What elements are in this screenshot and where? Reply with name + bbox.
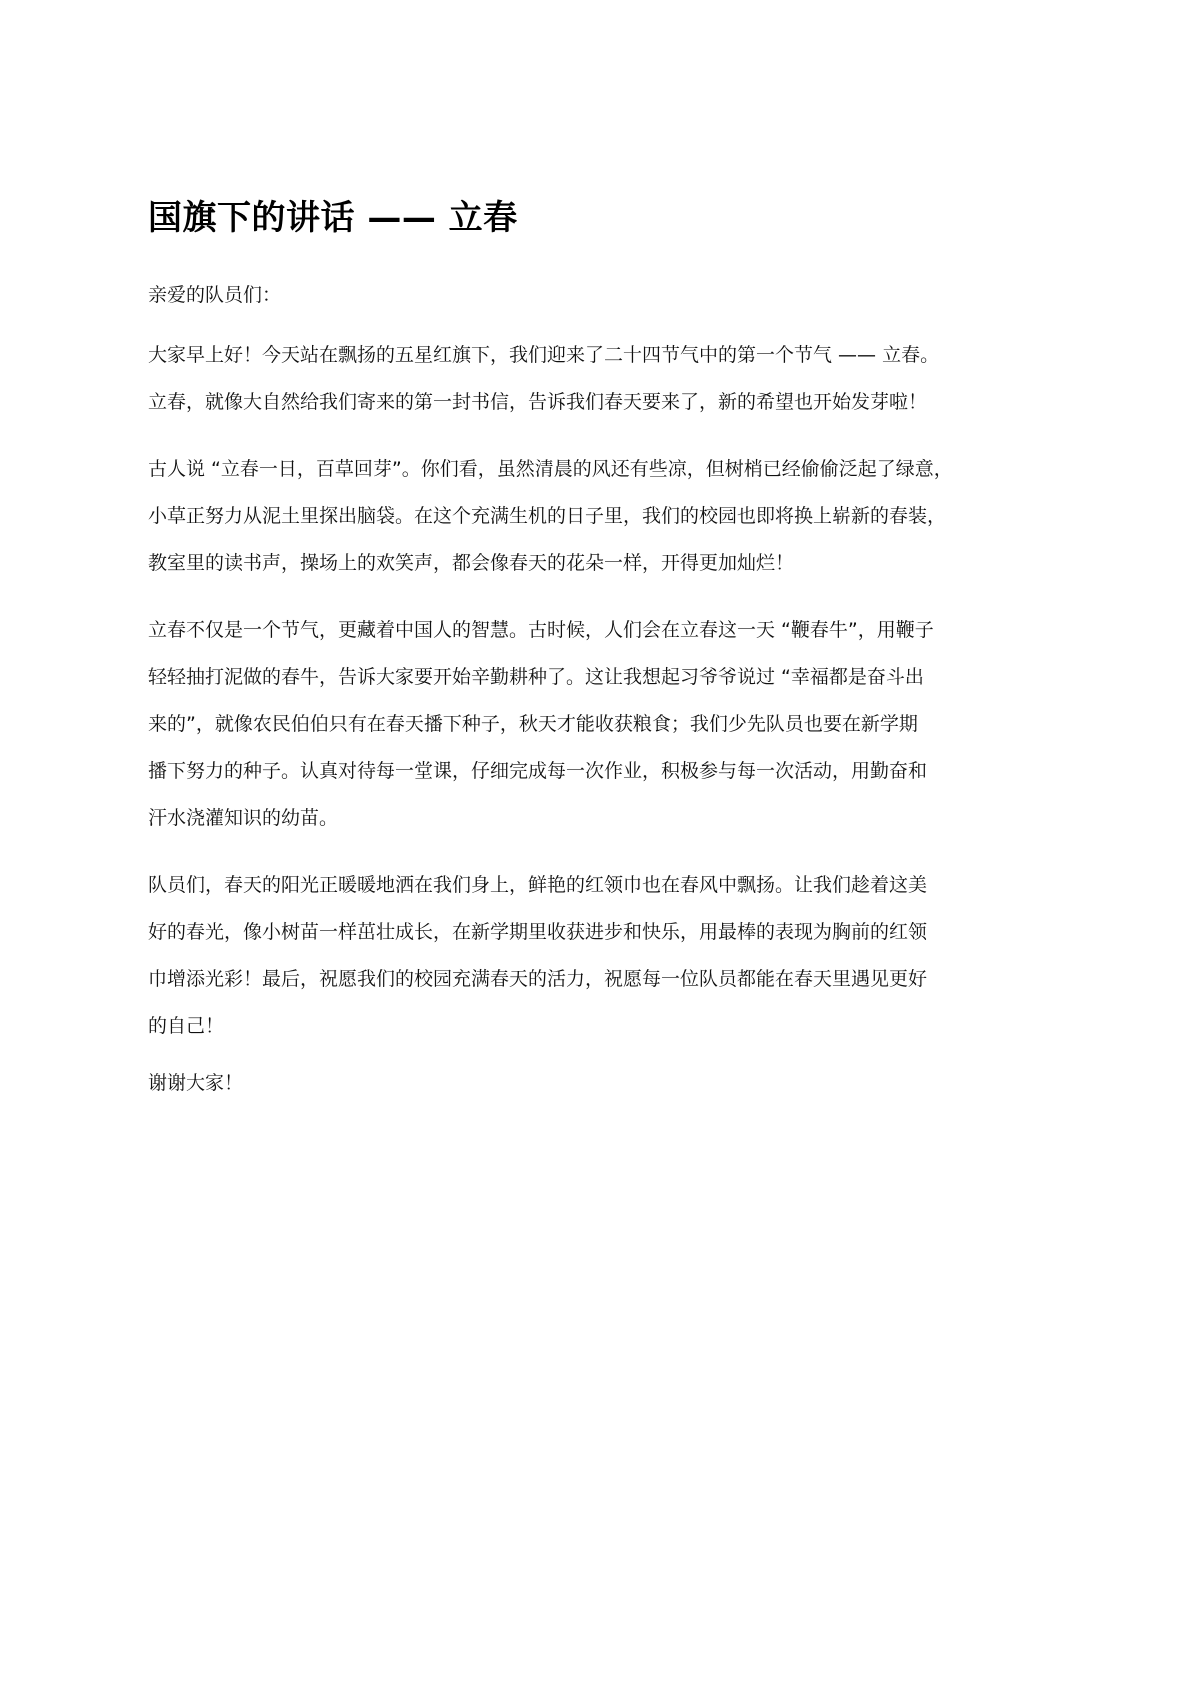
paragraph-line: 播下努力的种子。认真对待每一堂课，仔细完成每一次作业，积极参与每一次活动，用勤奋和 [148, 760, 928, 782]
paragraph-line: 古人说 “立春一日，百草回芽”。你们看，虽然清晨的风还有些凉，但树梢已经偷偷泛起了绿意， [148, 458, 953, 480]
paragraph-line: 立春，就像大自然给我们寄来的第一封书信，告诉我们春天要来了，新的希望也开始发芽啦！ [148, 391, 928, 413]
page-title: 国旗下的讲话 —— 立春 [148, 198, 518, 238]
document-page [148, 190, 1088, 1098]
closing-line: 谢谢大家！ [148, 1072, 244, 1094]
greeting: 亲爱的队员们： [148, 284, 282, 306]
paragraph-line: 教室里的读书声，操场上的欢笑声，都会像春天的花朵一样，开得更加灿烂！ [148, 552, 795, 574]
paragraph-line: 来的”，就像农民伯伯只有在春天播下种子，秋天才能收获粮食；我们少先队员也要在新学期 [148, 713, 918, 735]
paragraph-line: 大家早上好！今天站在飘扬的五星红旗下，我们迎来了二十四节气中的第一个节气 —— 立春。 [148, 344, 940, 366]
paragraph-line: 小草正努力从泥土里探出脑袋。在这个充满生机的日子里，我们的校园也即将换上崭新的春装， [148, 505, 947, 527]
paragraph-2 [148, 446, 1088, 587]
paragraph-line: 汗水浇灌知识的幼苗。 [148, 807, 339, 829]
paragraph-line: 巾增添光彩！最后，祝愿我们的校园充满春天的活力，祝愿每一位队员都能在春天里遇见更好 [148, 968, 928, 990]
paragraph-line: 的自己！ [148, 1015, 225, 1037]
paragraph-line: 队员们，春天的阳光正暖暖地洒在我们身上，鲜艳的红领巾也在春风中飘扬。让我们趁着这美 [148, 874, 928, 896]
paragraph-line: 好的春光，像小树苗一样茁壮成长，在新学期里收获进步和快乐，用最棒的表现为胸前的红领 [148, 921, 928, 943]
paragraph-1 [148, 332, 1088, 426]
paragraph-3 [148, 607, 1088, 842]
paragraph-line: 轻轻抽打泥做的春牛，告诉大家要开始辛勤耕种了。这让我想起习爷爷说过 “幸福都是奋斗出 [148, 666, 924, 688]
paragraph-line: 立春不仅是一个节气，更藏着中国人的智慧。古时候，人们会在立春这一天 “鞭春牛”，用鞭子 [148, 619, 934, 641]
paragraph-4 [148, 862, 1088, 1050]
